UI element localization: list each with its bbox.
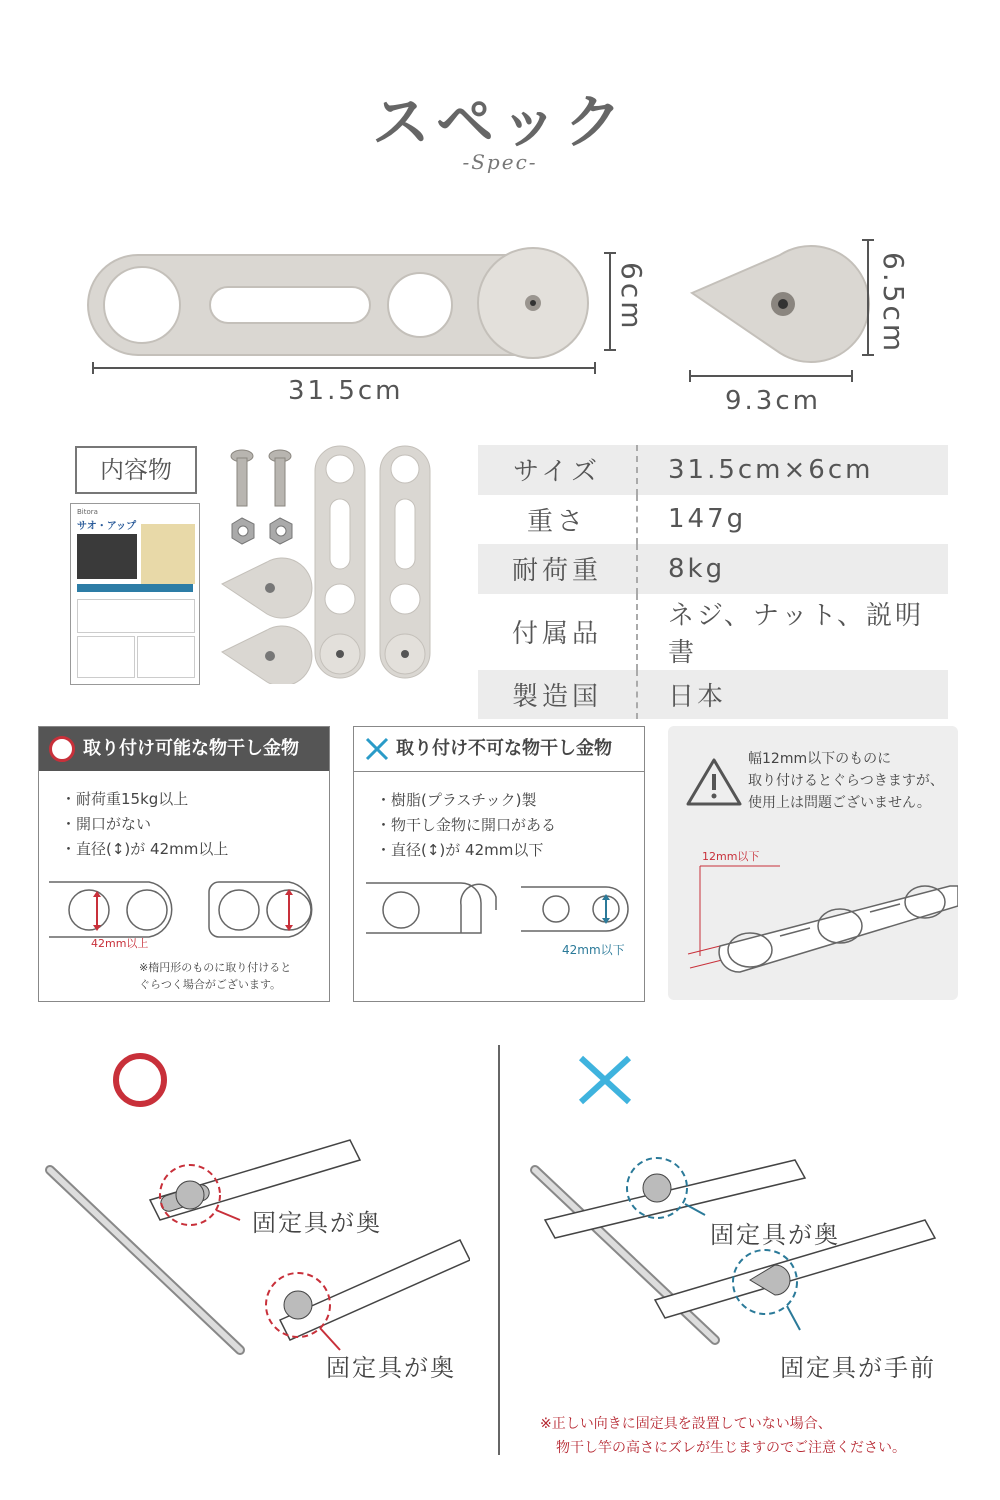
compatible-item: ・耐荷重15kg以上 (61, 790, 189, 808)
warning-triangle-icon (684, 756, 744, 808)
incompatible-panel-header (354, 727, 644, 772)
spec-row-country (478, 670, 948, 720)
arm-illustration (88, 248, 588, 358)
caution-line: 物干し竿の高さにズレが生じますのでご注意ください。 (556, 1440, 906, 1456)
page-subtitle: -Spec- (462, 150, 538, 174)
spec-row-weight (478, 495, 948, 545)
cross-ng-icon (575, 1050, 635, 1110)
compatible-dim-label: 42mm以上 (91, 937, 149, 950)
incompatible-item: ・樹脂(プラスチック)製 (376, 791, 537, 809)
cross-ng-icon (364, 736, 390, 762)
bracket-illustration (692, 246, 869, 362)
spec-row-load (478, 544, 948, 594)
install-correct-diagram (40, 1110, 470, 1370)
circle-ok-icon (110, 1050, 170, 1110)
page-title: スペック (371, 88, 628, 156)
spec-label: 耐荷重 (478, 544, 637, 594)
product-dimension-drawing (80, 235, 980, 415)
manual-thumbnail (70, 503, 200, 685)
compatible-note (139, 959, 291, 993)
spec-value: 147g (668, 504, 747, 535)
spec-row-accessories (478, 594, 948, 670)
spec-label: 付属品 (478, 594, 637, 670)
incompatible-item: ・直径(↕)が 42mm以下 (376, 841, 544, 859)
install-wrong-label-top: 固定具が奥 (710, 1221, 840, 1249)
arm-length-label: 31.5cm (288, 376, 404, 406)
spec-row-size (478, 445, 948, 495)
incompatible-item: ・物干し金物に開口がある (376, 816, 557, 834)
spec-table (478, 445, 948, 719)
caution-line: ※正しい向きに固定具を設置していない場合、 (540, 1416, 832, 1432)
incompatible-panel (353, 726, 645, 1002)
spec-label: 重さ (478, 495, 637, 545)
arm-height-label: 6cm (615, 262, 648, 332)
bracket-height-label: 6.5cm (877, 252, 910, 355)
compatible-panel (38, 726, 330, 1002)
circle-ok-icon (49, 736, 75, 762)
compatible-diagram (49, 877, 319, 947)
contents-label: 内容物 (75, 446, 197, 494)
compatible-item: ・開口がない (61, 815, 152, 833)
caution-note (540, 1412, 906, 1460)
spec-label: 製造国 (478, 670, 637, 720)
note-line: ぐらつく場合がございます。 (139, 978, 282, 991)
install-correct-label-top: 固定具が奥 (252, 1209, 382, 1237)
incompatible-dim-label: 42mm以下 (562, 943, 625, 957)
spec-value: 日本 (668, 682, 727, 713)
section-divider (498, 1045, 500, 1455)
incompatible-panel-title: 取り付け不可な物干し金物 (396, 738, 612, 759)
spec-value: ネジ、ナット、説明書 (668, 600, 925, 668)
manual-title: サオ・アップ (77, 521, 137, 532)
manual-brand: Bitora (77, 508, 98, 516)
warning-line: 幅12mm以下のものに (748, 751, 892, 767)
install-wrong-label-bottom: 固定具が手前 (780, 1354, 936, 1382)
compatible-item: ・直径(↕)が 42mm以上 (61, 840, 229, 858)
bracket-width-label: 9.3cm (725, 386, 821, 416)
spec-label: サイズ (478, 445, 637, 495)
warning-text (748, 748, 944, 814)
warning-dim-label: 12mm以下 (702, 850, 760, 863)
warning-diagram (680, 846, 958, 996)
spec-value: 8kg (668, 553, 726, 584)
install-correct-label-bottom: 固定具が奥 (326, 1354, 456, 1382)
parts-illustration (212, 444, 452, 684)
spec-value: 31.5cm×6cm (668, 454, 874, 485)
incompatible-diagram (366, 875, 636, 945)
warning-line: 使用上は問題ございません。 (748, 795, 931, 811)
warning-panel (668, 726, 958, 1000)
compatible-panel-header (39, 727, 329, 771)
warning-line: 取り付けるとぐらつきますが、 (748, 773, 944, 789)
compatible-panel-title: 取り付け可能な物干し金物 (83, 738, 299, 759)
note-line: ※楕円形のものに取り付けると (139, 961, 292, 974)
